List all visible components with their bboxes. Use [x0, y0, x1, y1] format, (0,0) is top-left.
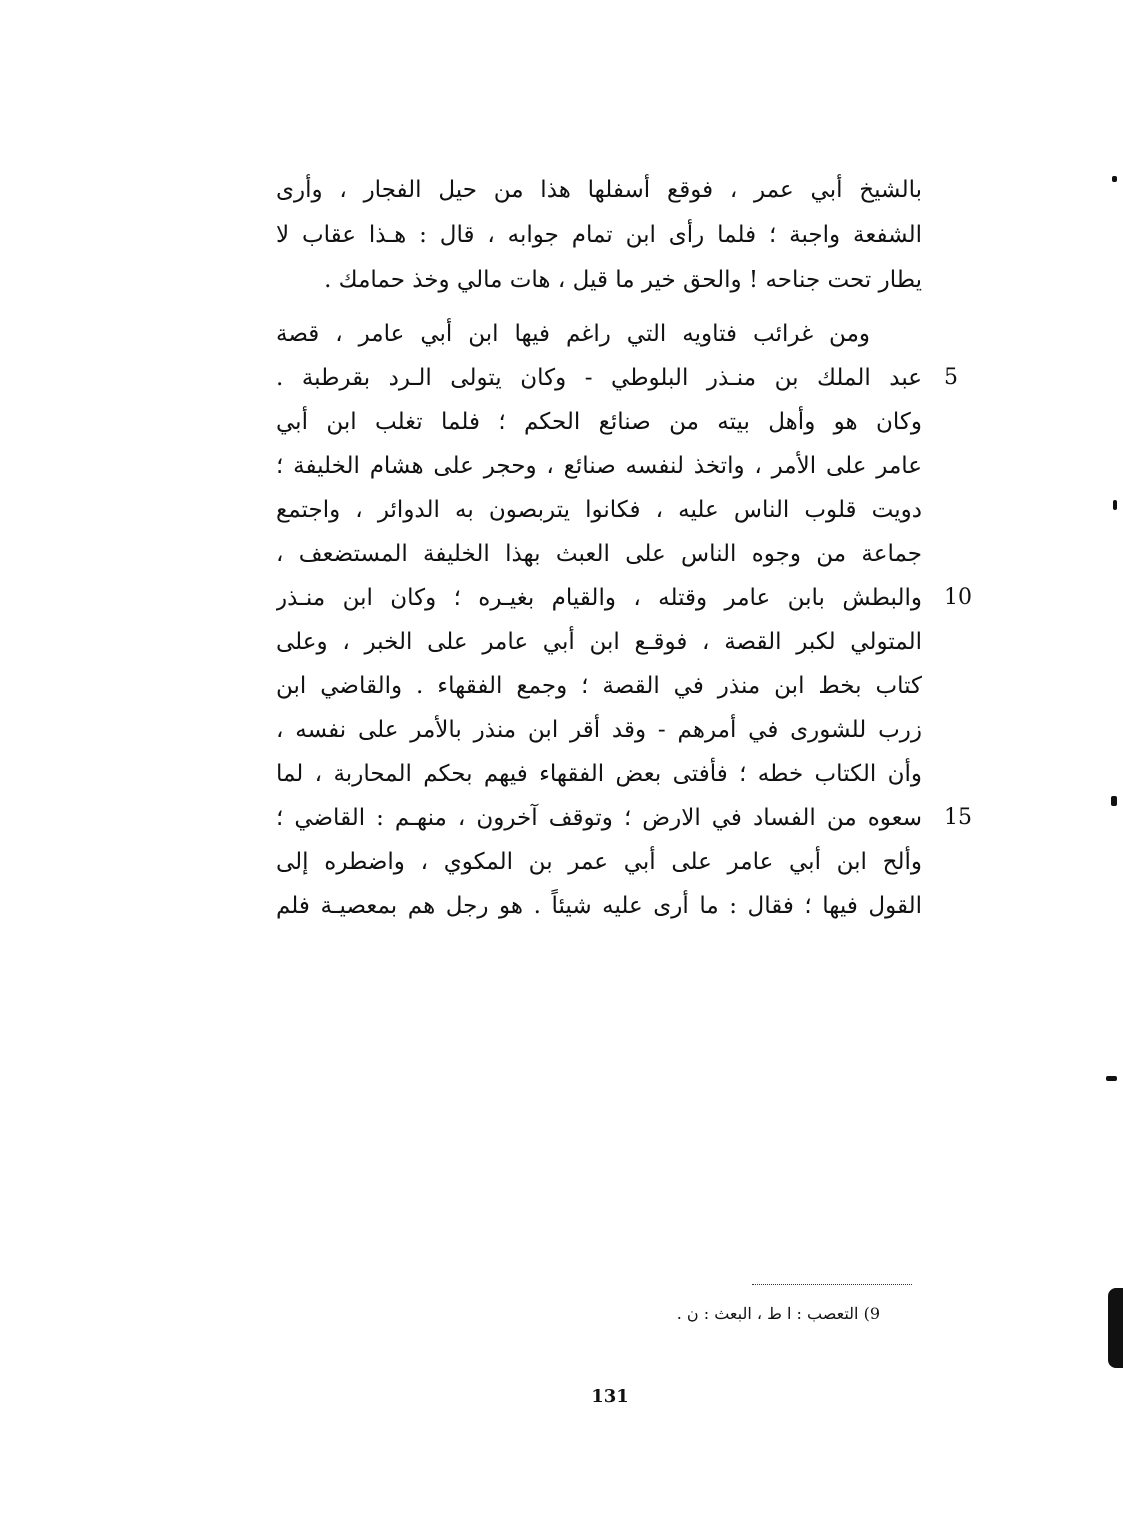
text-line-2: الشفعة واجبة ؛ فلما رأى ابن تمام جوابه ، قال : هـذا عقاب لا — [276, 222, 922, 248]
text-line-12: كتاب بخط ابن منذر في القصة ؛ وجمع الفقهاء . والقاضي ابن — [276, 673, 922, 699]
text-line-6: وكان هو وأهل بيته من صنائع الحكم ؛ فلما تغلب ابن أبي — [276, 409, 922, 435]
text-line-1: بالشيخ أبي عمر ، فوقع أسفلها هذا من حيل الفجار ، وأرى — [276, 177, 922, 203]
text-line-10: والبطش بابن عامر وقتله ، والقيام بغيـره ؛ وكان ابن منـذر — [276, 585, 922, 611]
text-line-16: وألح ابن أبي عامر على أبي عمر بن المكوي ، واضطره إلى — [276, 849, 922, 875]
text-line-11: المتولي لكبر القصة ، فوقـع ابن أبي عامر على الخبر ، وعلى — [276, 629, 922, 655]
scan-edge-mark — [1112, 176, 1117, 182]
text-line-4: ومن غرائب فتاويه التي راغم فيها ابن أبي عامر ، قصة — [276, 321, 870, 347]
text-line-8: دويت قلوب الناس عليه ، فكانوا يتربصون به الدوائر ، واجتمع — [276, 497, 922, 523]
text-line-5: عبد الملك بن منـذر البلوطي - وكان يتولى الـرد بقرطبة . — [276, 365, 922, 391]
footnote-separator — [752, 1284, 912, 1285]
line-number-15: 15 — [944, 805, 972, 830]
text-line-9: جماعة من وجوه الناس على العبث بهذا الخليفة المستضعف ، — [276, 541, 922, 567]
scan-edge-mark — [1108, 1288, 1123, 1368]
text-line-17: القول فيها ؛ فقال : ما أرى عليه شيئاً . هو رجل هم بمعصيـة فلم — [276, 893, 922, 919]
footnote: 9) التعصب : ا ط ، البعث : ن . — [676, 1304, 880, 1323]
text-line-7: عامر على الأمر ، واتخذ لنفسه صنائع ، وحجر على هشام الخليفة ؛ — [276, 453, 922, 479]
line-number-10: 10 — [944, 585, 972, 610]
scan-edge-mark — [1113, 500, 1117, 510]
text-line-14: وأن الكتاب خطه ؛ فأفتى بعض الفقهاء فيهم بحكم المحاربة ، لما — [276, 761, 922, 787]
scan-edge-mark — [1111, 796, 1117, 806]
line-number-5: 5 — [944, 365, 958, 390]
text-line-3: يطار تحت جناحه ! والحق خير ما قيل ، هات مالي وخذ حمامك . — [324, 267, 922, 293]
scan-edge-mark — [1106, 1076, 1117, 1081]
text-line-13: زرب للشورى في أمرهم - وقد أقر ابن منذر بالأمر على نفسه ، — [276, 717, 922, 743]
text-line-15: سعوه من الفساد في الارض ؛ وتوقف آخرون ، منهـم : القاضي ؛ — [276, 805, 922, 831]
page-number: 131 — [591, 1386, 629, 1407]
